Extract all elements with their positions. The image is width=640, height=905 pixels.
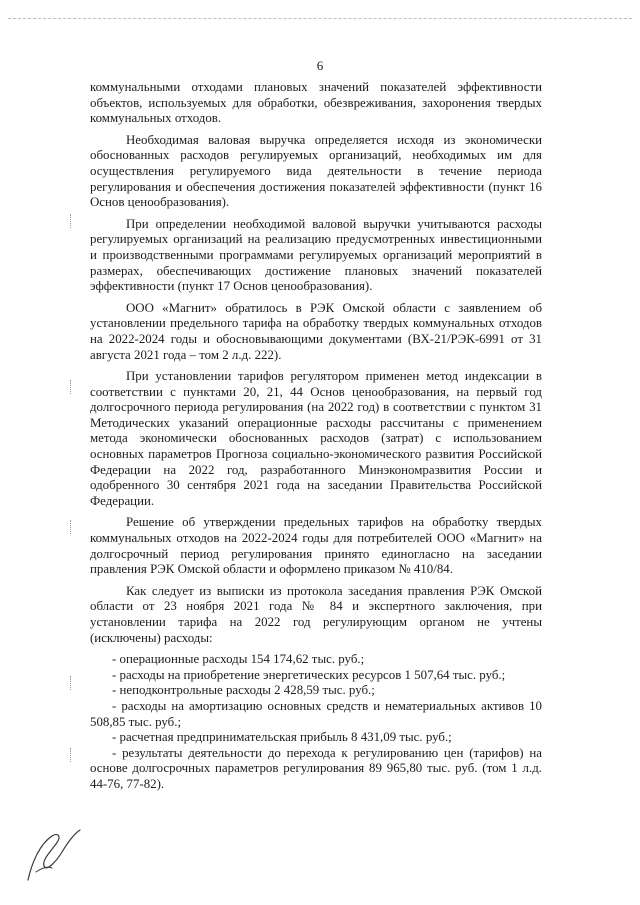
paragraph: Необходимая валовая выручка определяется исходя из экономически обоснованных расходов регулируемых организаций, необходимых им для осуществления регулируемого вида деятельности в течение периода регулирования и обеспечения достижения показателей эффективности (пункт 16 Основ ценообразования). <box>90 132 542 210</box>
expense-item: - результаты деятельности до перехода к регулированию цен (тарифов) на основе долгосрочных параметров регулирования 89 965,80 тыс. руб. (том 1 л.д. 44-76, 77-82). <box>90 745 542 791</box>
paragraph: Как следует из выписки из протокола заседания правления РЭК Омской области от 23 ноября 2021 года № 84 и экспертного заключения, при установлении тарифа на 2022 год регулирующим органом не учтены (исключены) расходы: <box>90 583 542 645</box>
expense-item: - операционные расходы 154 174,62 тыс. руб.; <box>112 652 365 667</box>
margin-mark <box>70 380 81 394</box>
page-number: 6 <box>316 58 324 73</box>
expense-item: - расходы на приобретение энергетических ресурсов 1 507,64 тыс. руб.; <box>112 667 506 682</box>
handwritten-signature <box>22 822 92 887</box>
paragraph: Решение об утверждении предельных тарифов на обработку твердых коммунальных отходов на 2022-2024 годы для потребителей ООО «Магнит» на долгосрочный период регулирования принято единогласно на заседании правления РЭК Омской области и оформлено приказом № 410/84. <box>90 515 542 577</box>
document-body <box>90 80 542 793</box>
expense-list <box>90 652 542 792</box>
paragraph: коммунальными отходами плановых значений показателей эффективности объектов, используемых для обработки, обезвреживания, захоронения твердых коммунальных отходов. <box>90 80 542 126</box>
margin-mark <box>70 748 81 762</box>
paragraph: При определении необходимой валовой выручки учитываются расходы регулируемых организаций на реализацию предусмотренных инвестиционными и производственными программами регулируемых организаций мероприятий в размерах, обеспечивающих достижение плановых значений показателей эффективности (пункт 17 Основ ценообразования). <box>90 216 542 294</box>
expense-item: - расчетная предпринимательская прибыль 8 431,09 тыс. руб.; <box>112 730 452 745</box>
margin-mark <box>70 676 81 690</box>
paragraph: При установлении тарифов регулятором применен метод индексации в соответствии с пунктами 20, 21, 44 Основ ценообразования, на первый год долгосрочного периода регулирования (на 2022 год) в соответствии с пунктом 31 Методических указаний операционные расходы рассчитаны с применением метода экономически обоснованных расходов (затрат) с использованием основных параметров Прогноза социально-экономического развития Российской Федерации на 2022 год, разработанного Минэкономразвития России и одобренного 30 сентября 2021 года на заседании Правительства Российской Федерации. <box>90 369 542 508</box>
expense-item: - расходы на амортизацию основных средств и нематериальных активов 10 508,85 тыс. руб.; <box>90 698 542 729</box>
paragraph: ООО «Магнит» обратилось в РЭК Омской области с заявлением об установлении предельного тарифа на обработку твердых коммунальных отходов на 2022-2024 годы и обосновывающими документами (ВХ-21/РЭК-6991 от 31 августа 2021 года – том 2 л.д. 222). <box>90 300 542 362</box>
margin-mark <box>70 520 81 534</box>
scan-top-edge <box>8 18 632 25</box>
expense-item: - неподконтрольные расходы 2 428,59 тыс. руб.; <box>112 683 375 698</box>
margin-mark <box>70 214 81 228</box>
